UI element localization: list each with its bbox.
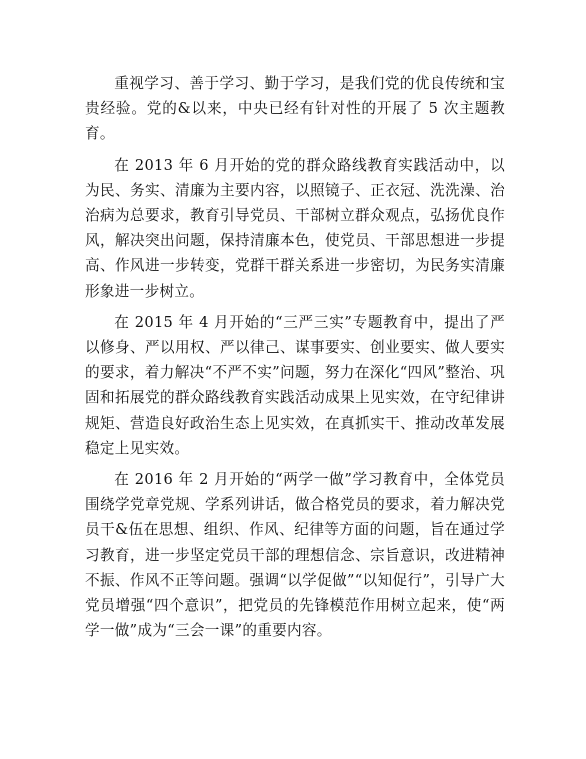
paragraph-2013-campaign: 在 2013 年 6 月开始的党的群众路线教育实践活动中，以为民、务实、清廉为主要内容，以照镜子、正衣冠、洗洗澡、治治病为总要求，教育引导党员、干部树立群众观点，弘扬优良作风，解决突出问题，保持清廉本色，使党员、干部思想进一步提高、作风进一步转变，党群干群关系进一步密切，为民务实清廉形象进一步树立。	[85, 156, 505, 300]
paragraph-2015-campaign: 在 2015 年 4 月开始的“三严三实”专题教育中，提出了严以修身、严以用权、严以律己、谋事要实、创业要实、做人要实的要求，着力解决“不严不实”问题，努力在深化“四风”整治、巩固和拓展党的群众路线教育实践活动成果上见实效，在守纪律讲规矩、营造良好政治生态上见实效，在真抓实干、推动改革发展稳定上见实效。	[85, 313, 505, 457]
paragraph-intro: 重视学习、善于学习、勤于学习，是我们党的优良传统和宝贵经验。党的&以来，中央已经有针对性的开展了 5 次主题教育。	[85, 75, 505, 143]
paragraph-2016-campaign: 在 2016 年 2 月开始的“两学一做”学习教育中，全体党员围绕学党章党规、学系列讲话，做合格党员的要求，着力解决党员干&伍在思想、组织、作风、纪律等方面的问题，旨在通过学习教育，进一步坚定党员干部的理想信念、宗旨意识，改进精神不振、作风不正等问题。强调“以学促做”“以知促行”，引导广大党员增强“四个意识”，把党员的先锋模范作用树立起来，使“两学一做”成为“三会一课”的重要内容。	[85, 471, 505, 640]
document-body	[85, 71, 505, 649]
